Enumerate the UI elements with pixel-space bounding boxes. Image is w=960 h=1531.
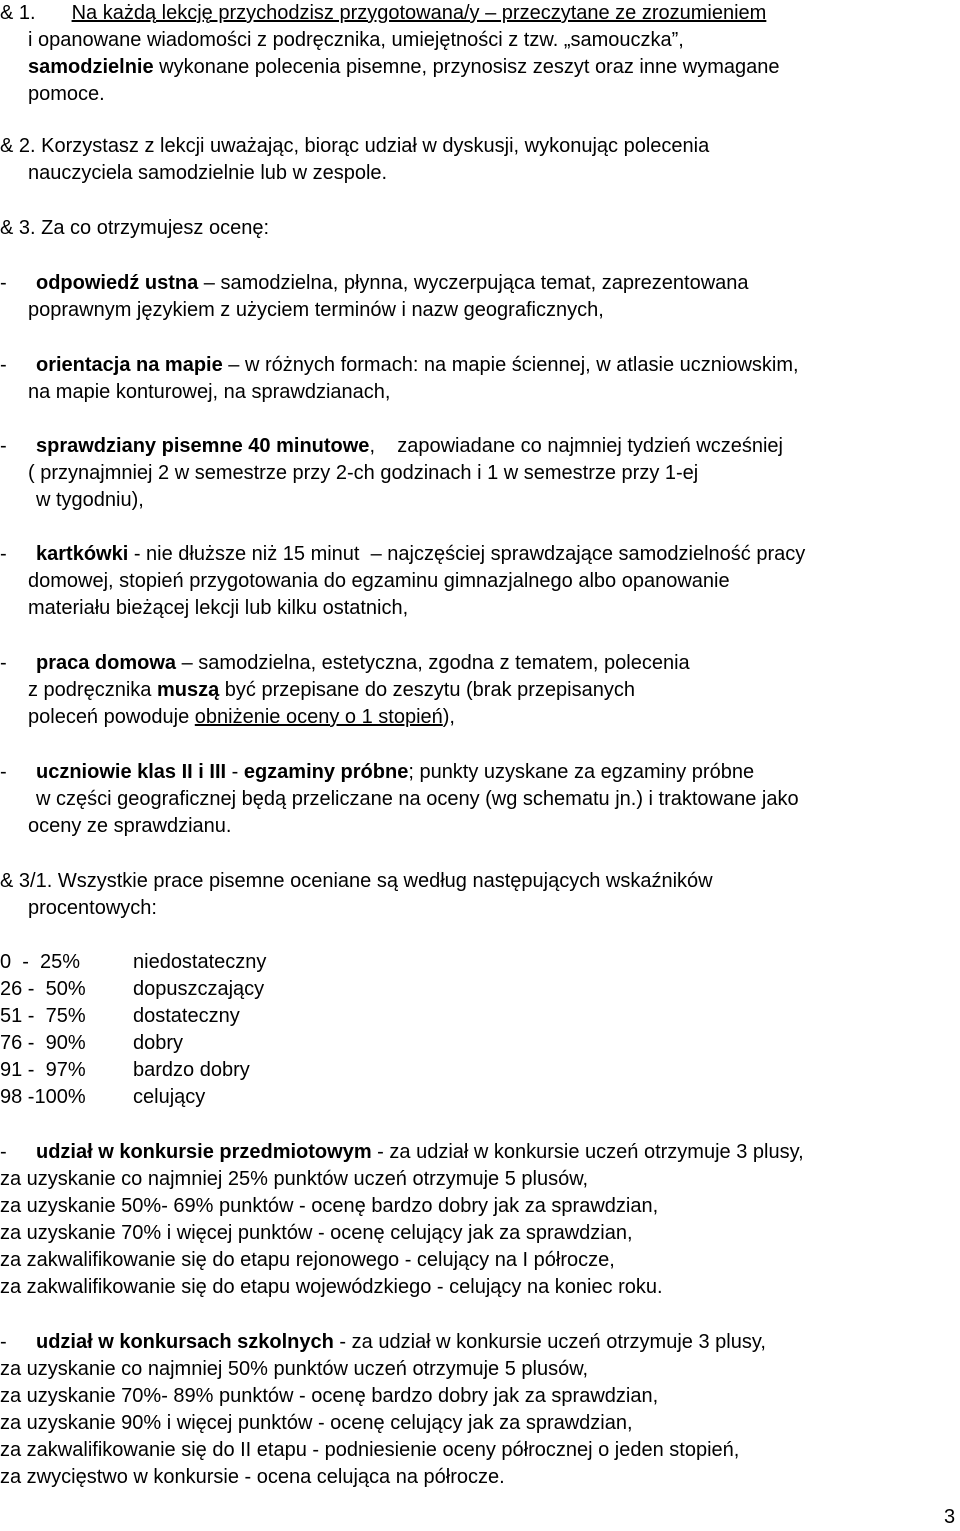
grade-range: 0 - 25% bbox=[0, 951, 81, 973]
grade-name: celujący bbox=[133, 1086, 206, 1108]
grade-row bbox=[0, 1003, 400, 1030]
page-number: 3 bbox=[944, 1506, 956, 1528]
contest-subject-term: udział w konkursie przedmiotowym bbox=[36, 1141, 372, 1163]
oral-line-2: poprawnym językiem z użyciem terminów i nazw geograficznych, bbox=[28, 299, 604, 321]
map-line-1: orientacja na mapie – w różnych formach: na mapie ściennej, w atlasie uczniowskim, bbox=[36, 354, 799, 376]
exams-line-3: oceny ze sprawdzianu. bbox=[28, 815, 232, 837]
section-3-heading: & 3. Za co otrzymujesz ocenę: bbox=[0, 217, 270, 239]
tests-dash: - bbox=[0, 435, 7, 457]
tests-line-1: sprawdziany pisemne 40 minutowe, zapowiadane co najmniej tydzień wcześniej bbox=[36, 435, 783, 457]
grade-name: bardzo dobry bbox=[133, 1059, 250, 1081]
section-1-line-3: samodzielnie wykonane polecenia pisemne, przynosisz zeszyt oraz inne wymagane bbox=[28, 56, 780, 78]
contest-subject-line: za uzyskanie 70% i więcej punktów - ocenę celujący jak za sprawdzian, bbox=[0, 1222, 633, 1244]
exams-term-1: uczniowie klas II i III bbox=[36, 761, 227, 783]
section-2-line-1: & 2. Korzystasz z lekcji uważając, biorąc udział w dyskusji, wykonując polecenia bbox=[0, 135, 710, 157]
section-31-line-1: & 3/1. Wszystkie prace pisemne oceniane są według następujących wskaźników bbox=[0, 870, 713, 892]
quizzes-line-3: materiału bieżącej lekcji lub kilku ostatnich, bbox=[28, 597, 409, 619]
grade-name: dobry bbox=[133, 1032, 184, 1054]
contest-subject-line: za uzyskanie 50%- 69% punktów - ocenę bardzo dobry jak za sprawdzian, bbox=[0, 1195, 659, 1217]
exams-line-1: uczniowie klas II i III - egzaminy próbne; punkty uzyskane za egzaminy próbne bbox=[36, 761, 755, 783]
homework-penalty: obniżenie oceny o 1 stopień bbox=[194, 706, 443, 728]
contest-school-dash: - bbox=[0, 1331, 7, 1353]
grade-name: dopuszczający bbox=[133, 978, 265, 1000]
oral-line-1: odpowiedź ustna – samodzielna, płynna, wyczerpująca temat, zaprezentowana bbox=[36, 272, 749, 294]
tests-line-2: ( przynajmniej 2 w semestrze przy 2-ch godzinach i 1 w semestrze przy 1-ej bbox=[28, 462, 699, 484]
contest-subject-line: za uzyskanie co najmniej 25% punktów uczeń otrzymuje 5 plusów, bbox=[0, 1168, 589, 1190]
tests-line-3: w tygodniu), bbox=[36, 489, 144, 511]
map-line-2: na mapie konturowej, na sprawdzianach, bbox=[28, 381, 391, 403]
contest-school-line-1: udział w konkursach szkolnych - za udział w konkursie uczeń otrzymuje 3 plusy, bbox=[36, 1331, 766, 1353]
map-dash: - bbox=[0, 354, 7, 376]
section-31-line-2: procentowych: bbox=[28, 897, 157, 919]
grade-row bbox=[0, 1084, 400, 1111]
contest-school-line: za uzyskanie co najmniej 50% punktów uczeń otrzymuje 5 plusów, bbox=[0, 1358, 589, 1380]
oral-dash: - bbox=[0, 272, 7, 294]
exams-line-2: w części geograficznej będą przeliczane na oceny (wg schematu jn.) i traktowane jako bbox=[36, 788, 799, 810]
contest-school-line: za zwycięstwo w konkursie - ocena celująca na półrocze. bbox=[0, 1466, 505, 1488]
homework-term: praca domowa bbox=[36, 652, 177, 674]
quizzes-line-1: kartkówki - nie dłuższe niż 15 minut – najczęściej sprawdzające samodzielność pracy bbox=[36, 543, 806, 565]
exams-dash: - bbox=[0, 761, 7, 783]
grade-range: 51 - 75% bbox=[0, 1005, 86, 1027]
grade-row bbox=[0, 1030, 400, 1057]
grade-row bbox=[0, 949, 400, 976]
homework-dash: - bbox=[0, 652, 7, 674]
quizzes-term: kartkówki bbox=[36, 543, 129, 565]
contest-school-line: za uzyskanie 70%- 89% punktów - ocenę bardzo dobry jak za sprawdzian, bbox=[0, 1385, 659, 1407]
section-1-bold-word: samodzielnie bbox=[28, 56, 154, 78]
contest-school-term: udział w konkursach szkolnych bbox=[36, 1331, 334, 1353]
quizzes-dash: - bbox=[0, 543, 7, 565]
section-1-line-4: pomoce. bbox=[28, 83, 105, 105]
section-1-text: Na każdą lekcję przychodzisz przygotowana/y – przeczytane ze zrozumieniem bbox=[71, 2, 767, 24]
homework-line-3: poleceń powoduje obniżenie oceny o 1 stopień), bbox=[28, 706, 455, 728]
tests-term: sprawdziany pisemne 40 minutowe bbox=[36, 435, 370, 457]
grade-row bbox=[0, 1057, 400, 1084]
contest-subject-dash: - bbox=[0, 1141, 7, 1163]
oral-term: odpowiedź ustna bbox=[36, 272, 199, 294]
homework-must: muszą bbox=[156, 679, 220, 701]
grade-name: niedostateczny bbox=[133, 951, 267, 973]
section-1-line-1 bbox=[0, 0, 766, 27]
contest-school-line: za uzyskanie 90% i więcej punktów - ocenę celujący jak za sprawdzian, bbox=[0, 1412, 633, 1434]
section-2-line-2: nauczyciela samodzielnie lub w zespole. bbox=[28, 162, 388, 184]
grade-name: dostateczny bbox=[133, 1005, 240, 1027]
grade-range: 76 - 90% bbox=[0, 1032, 86, 1054]
homework-line-2: z podręcznika muszą być przepisane do zeszytu (brak przepisanych bbox=[28, 679, 635, 701]
grade-range: 26 - 50% bbox=[0, 978, 86, 1000]
map-term: orientacja na mapie bbox=[36, 354, 223, 376]
section-1-marker: & 1. bbox=[0, 2, 36, 24]
grade-row bbox=[0, 976, 400, 1003]
grade-range: 98 -100% bbox=[0, 1086, 86, 1108]
exams-term-2: egzaminy próbne bbox=[243, 761, 409, 783]
section-1-line-2: i opanowane wiadomości z podręcznika, umiejętności z tzw. „samouczka”, bbox=[28, 29, 684, 51]
homework-line-1: praca domowa – samodzielna, estetyczna, zgodna z tematem, polecenia bbox=[36, 652, 690, 674]
contest-subject-line: za zakwalifikowanie się do etapu rejonowego - celujący na I półrocze, bbox=[0, 1249, 615, 1271]
grade-range: 91 - 97% bbox=[0, 1059, 86, 1081]
contest-subject-line: za zakwalifikowanie się do etapu wojewódzkiego - celujący na koniec roku. bbox=[0, 1276, 663, 1298]
quizzes-line-2: domowej, stopień przygotowania do egzaminu gimnazjalnego albo opanowanie bbox=[28, 570, 730, 592]
contest-school-line: za zakwalifikowanie się do II etapu - podniesienie oceny półrocznej o jeden stopień, bbox=[0, 1439, 740, 1461]
grades-table bbox=[0, 949, 400, 1111]
contest-subject-line-1: udział w konkursie przedmiotowym - za udział w konkursie uczeń otrzymuje 3 plusy, bbox=[36, 1141, 804, 1163]
